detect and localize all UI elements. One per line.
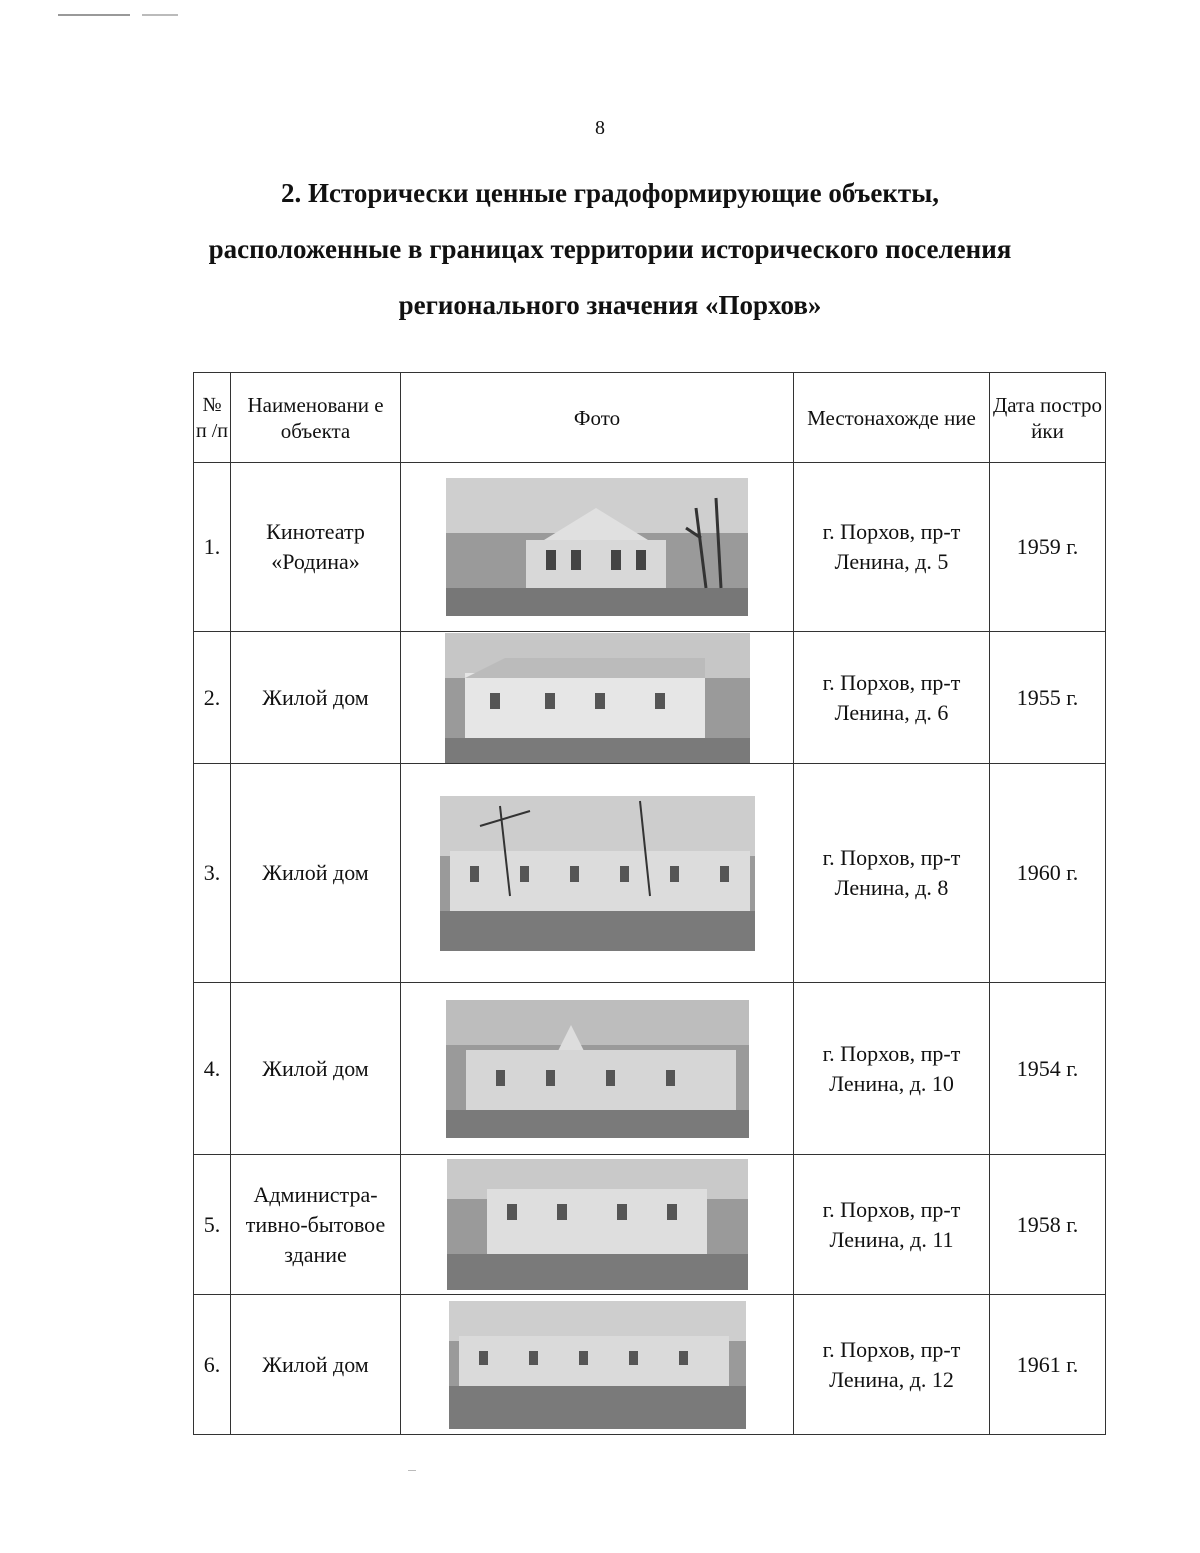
title-line-3: регионального значения «Порхов» [398, 290, 822, 320]
row-number: 2. [194, 632, 231, 764]
row-date: 1958 г. [990, 1155, 1106, 1295]
row-name: Жилой дом [231, 764, 401, 983]
row-number: 1. [194, 463, 231, 632]
row-location: г. Порхов, пр-т Ленина, д. 10 [794, 983, 990, 1155]
building-photo [440, 796, 755, 951]
table-row [194, 1155, 1106, 1295]
objects-table [193, 372, 1106, 1435]
table-row [194, 764, 1106, 983]
scan-artifact-line [58, 14, 178, 16]
row-location: г. Порхов, пр-т Ленина, д. 12 [794, 1295, 990, 1435]
building-photo [445, 633, 750, 763]
row-name: Кинотеатр «Родина» [231, 463, 401, 632]
row-date: 1954 г. [990, 983, 1106, 1155]
table-row [194, 1295, 1106, 1435]
table-header-row [194, 373, 1106, 463]
row-date: 1955 г. [990, 632, 1106, 764]
title-line-1: 2. Исторически ценные градоформирующие объекты, [280, 178, 940, 208]
header-location: Местонахожде ние [794, 373, 990, 463]
row-photo-cell [401, 1155, 794, 1295]
section-title [110, 165, 1110, 333]
row-date: 1961 г. [990, 1295, 1106, 1435]
building-photo [446, 1000, 749, 1138]
page-number: 8 [595, 117, 605, 139]
row-photo-cell [401, 1295, 794, 1435]
row-name: Жилой дом [231, 632, 401, 764]
row-photo-cell [401, 764, 794, 983]
row-photo-cell [401, 463, 794, 632]
row-name: Жилой дом [231, 983, 401, 1155]
row-location: г. Порхов, пр-т Ленина, д. 8 [794, 764, 990, 983]
building-photo [449, 1301, 746, 1429]
row-number: 4. [194, 983, 231, 1155]
scan-artifact-dot [408, 1470, 416, 1471]
row-location: г. Порхов, пр-т Ленина, д. 11 [794, 1155, 990, 1295]
row-date: 1960 г. [990, 764, 1106, 983]
row-photo-cell [401, 632, 794, 764]
building-photo [447, 1159, 748, 1290]
row-location: г. Порхов, пр-т Ленина, д. 6 [794, 632, 990, 764]
row-number: 3. [194, 764, 231, 983]
row-name: Администра- тивно-бытовое здание [231, 1155, 401, 1295]
table-row [194, 632, 1106, 764]
row-photo-cell [401, 983, 794, 1155]
row-location: г. Порхов, пр-т Ленина, д. 5 [794, 463, 990, 632]
row-date: 1959 г. [990, 463, 1106, 632]
header-number: № п /п [194, 373, 231, 463]
header-date: Дата постро йки [990, 373, 1106, 463]
header-name: Наименовани е объекта [231, 373, 401, 463]
header-photo: Фото [401, 373, 794, 463]
row-number: 6. [194, 1295, 231, 1435]
table-row [194, 463, 1106, 632]
row-name: Жилой дом [231, 1295, 401, 1435]
building-photo [446, 478, 748, 616]
table-row [194, 983, 1106, 1155]
title-line-2: расположенные в границах территории исторического поселения [208, 234, 1012, 264]
row-number: 5. [194, 1155, 231, 1295]
